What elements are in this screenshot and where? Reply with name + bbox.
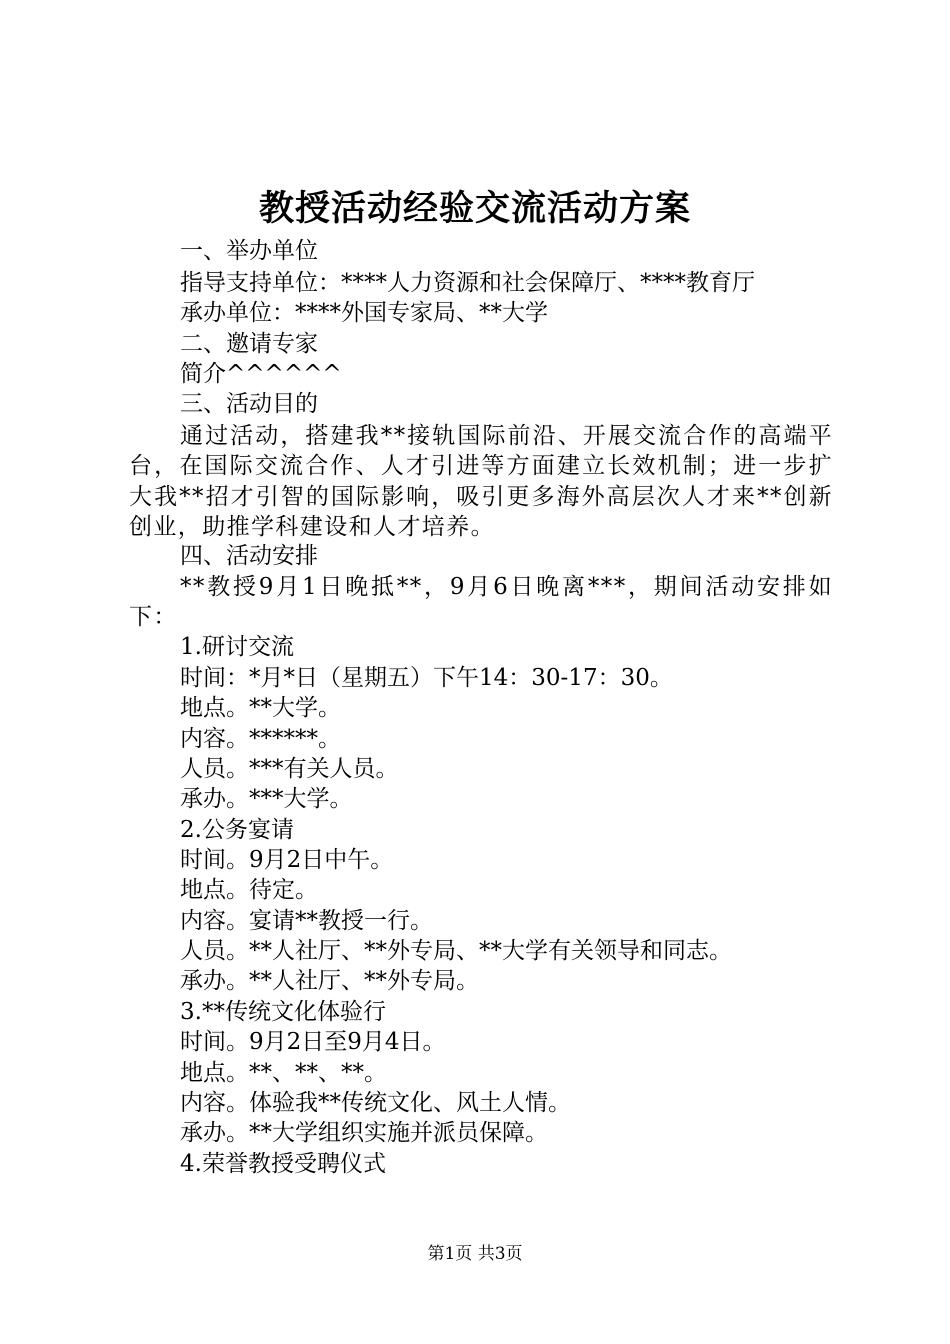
guiding-units-line: 指导支持单位：****人力资源和社会保障厅、****教育厅 (180, 270, 755, 296)
item-line: 地点。**大学。 (180, 695, 341, 721)
item-line: 时间。9月2日中午。 (180, 847, 394, 873)
item-line: 内容。宴请**教授一行。 (180, 908, 433, 934)
item-heading-ceremony: 4.荣誉教授受聘仪式 (180, 1151, 386, 1177)
item-line: 内容。体验我**传统文化、风土人情。 (180, 1090, 571, 1116)
item-line: 人员。***有关人员。 (180, 756, 399, 782)
item-line: 承办。**大学组织实施并派员保障。 (180, 1120, 548, 1146)
item-line: 地点。**、**、**。 (180, 1060, 387, 1086)
item-heading-culture: 3.**传统文化体验行 (180, 999, 386, 1025)
item-line: 时间。9月2日至9月4日。 (180, 1029, 446, 1055)
purpose-paragraph: 通过活动，搭建我**接轨国际前沿、开展交流合作的高端平台，在国际交流合作、人才引进等方面建立长效机制；进一步扩大我**招才引智的国际影响，吸引更多海外高层次人才来**创新创业，助推学科建设和人才培养。 (129, 423, 833, 541)
host-units-line: 承办单位：****外国专家局、**大学 (180, 300, 548, 326)
section-heading-arrangement: 四、活动安排 (180, 543, 318, 569)
section-heading-experts: 二、邀请专家 (180, 331, 318, 357)
item-line: 承办。**人社厅、**外专局。 (180, 968, 479, 994)
item-line: 时间：*月*日（星期五）下午14：30-17：30。 (180, 665, 673, 691)
item-line: 人员。**人社厅、**外专局、**大学有关领导和同志。 (180, 938, 732, 964)
item-line: 内容。******。 (180, 726, 341, 752)
item-heading-banquet: 2.公务宴请 (180, 817, 294, 843)
arrangement-paragraph: **教授9月1日晚抵**，9月6日晚离***，期间活动安排如下： (129, 574, 833, 631)
document-title: 教授活动经验交流活动方案 (258, 188, 691, 229)
page-number: 第1页 共3页 (427, 1244, 523, 1264)
item-line: 承办。***大学。 (180, 786, 353, 812)
section-heading-organizers: 一、举办单位 (180, 238, 318, 264)
item-line: 地点。待定。 (180, 877, 318, 903)
item-heading-seminar: 1.研讨交流 (180, 634, 294, 660)
expert-intro-line: 简介^^^^^^ (180, 361, 342, 387)
section-heading-purpose: 三、活动目的 (180, 391, 318, 417)
